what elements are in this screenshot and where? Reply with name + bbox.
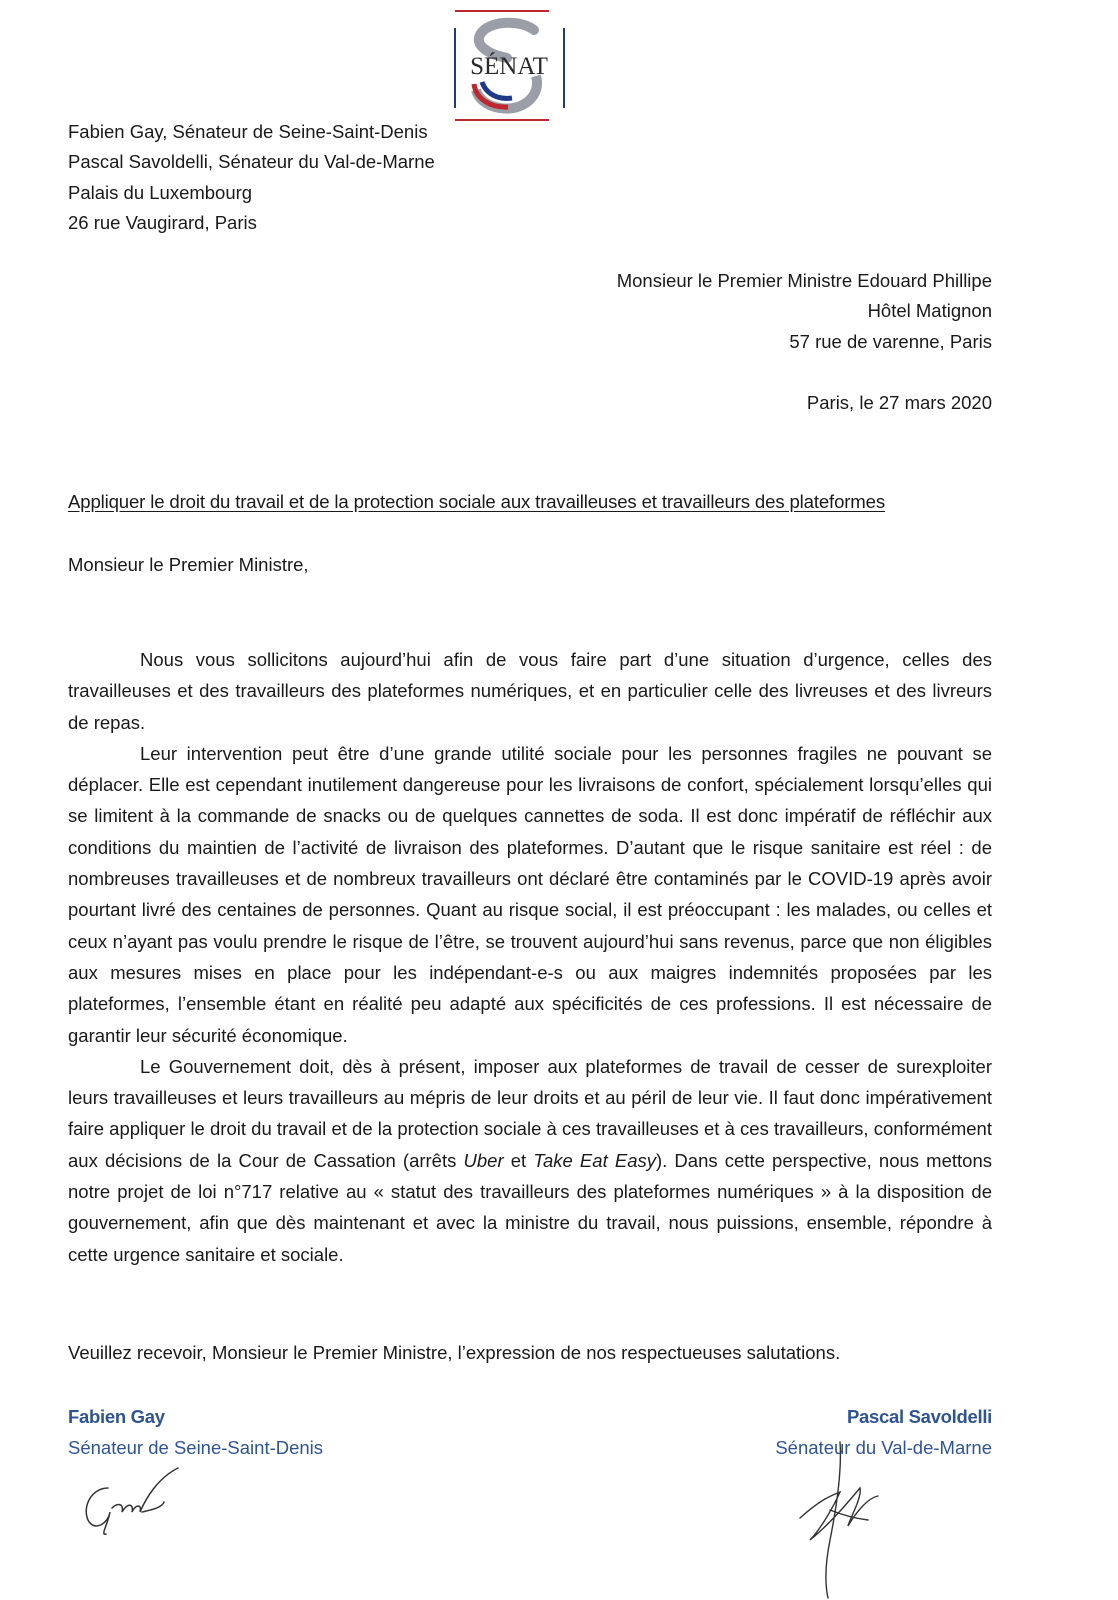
senat-logo-text: SÉNAT <box>470 53 548 80</box>
sender-line: Pascal Savoldelli, Sénateur du Val-de-Marne <box>68 151 435 173</box>
body-paragraph: Leur intervention peut être d’une grande utilité sociale pour les personnes fragiles ne pouvant se déplacer. Elle est cependant inutilement dangereuse pour les livraisons de confort, spécialement lorsqu’elles qui se limitent à la commande de snacks ou de quelques cannettes de soda. Il est donc impératif de réfléchir aux conditions du maintien de l’activité de livraison des plateformes. D’autant que le risque sanitaire est réel : de nombreuses travailleuses et de nombreux travailleurs ont déclaré être contaminés par le COVID-19 après avoir pourtant livré des centaines de personnes. Quant au risque social, il est préoccupant : les malades, ou celles et ceux n’ayant pas voulu prendre le risque de l’être, se trouvent aujourd’hui sans revenus, parce que non éligibles aux mesures mises en place pour les indépendant-e-s ou aux maigres indemnités proposées par les plateformes, l’ensemble étant en réalité peu adapté aux spécificités de ces professions. Il est nécessaire de garantir leur sécurité économique. <box>68 742 992 1046</box>
body-text: ). Dans cette perspective, nous mettons notre projet de loi n°717 relative au « statut des travailleurs des plateformes numériques » à la disposition de gouvernement, afin que dès maintenant et avec la ministre du travail, nous puissions, ensemble, répondre à cette urgence sanitaire et sociale. <box>68 1149 992 1265</box>
senat-emblem-icon <box>452 8 568 126</box>
recipient-line: 57 rue de varenne, Paris <box>789 330 992 352</box>
sender-line: 26 rue Vaugirard, Paris <box>68 211 257 233</box>
signatory-name: Fabien Gay <box>68 1406 165 1427</box>
senat-logo <box>452 8 568 126</box>
handwritten-signature-left <box>78 1458 188 1538</box>
body-paragraph: Nous vous sollicitons aujourd’hui afin de vous faire part d’une situation d’urgence, celles des travailleuses et des travailleurs des plateformes numériques, et en particulier celle des livreuses et des livreurs de repas. <box>68 649 992 733</box>
handwritten-signature-right <box>790 1440 890 1600</box>
body-text: Le Gouvernement doit, dès à présent, imposer aux plateformes de travail de cesser de surexploiter leurs travailleuses et leurs travailleurs au mépris de leur droits et au péril de leur vie. Il faut donc impérativement faire appliquer le droit du travail et de la protection sociale à ces travailleuses et à ces travailleurs, conformément aux décisions de la Cour de Cassation (arrêts <box>68 1055 992 1171</box>
body-italic: Take Eat Easy <box>533 1149 656 1171</box>
signatory-title: Sénateur de Seine-Saint-Denis <box>68 1437 324 1458</box>
body-paragraph <box>68 1051 992 1270</box>
recipient-line: Monsieur le Premier Ministre Edouard Phillipe <box>616 270 992 291</box>
recipient-address <box>617 266 992 357</box>
body-italic: Uber <box>463 1149 504 1171</box>
recipient-line: Hôtel Matignon <box>867 300 992 322</box>
sender-line: Fabien Gay, Sénateur de Seine-Saint-Denis <box>68 121 428 142</box>
signature-block-left <box>68 1401 323 1463</box>
sender-address <box>68 117 435 238</box>
letter-salutation: Monsieur le Premier Ministre, <box>68 554 309 575</box>
letter-subject: Appliquer le droit du travail et de la protection sociale aux travailleuses et travailleurs des plateformes <box>68 491 885 512</box>
body-text: et <box>503 1149 534 1171</box>
signatory-title: Sénateur du Val-de-Marne <box>775 1437 992 1458</box>
letter-date: Paris, le 27 mars 2020 <box>806 392 992 413</box>
letter-closing: Veuillez recevoir, Monsieur le Premier Ministre, l’expression de nos respectueuses salutations. <box>68 1342 841 1363</box>
sender-line: Palais du Luxembourg <box>68 181 253 203</box>
signatory-name: Pascal Savoldelli <box>846 1406 992 1427</box>
letter-body <box>68 644 992 1270</box>
